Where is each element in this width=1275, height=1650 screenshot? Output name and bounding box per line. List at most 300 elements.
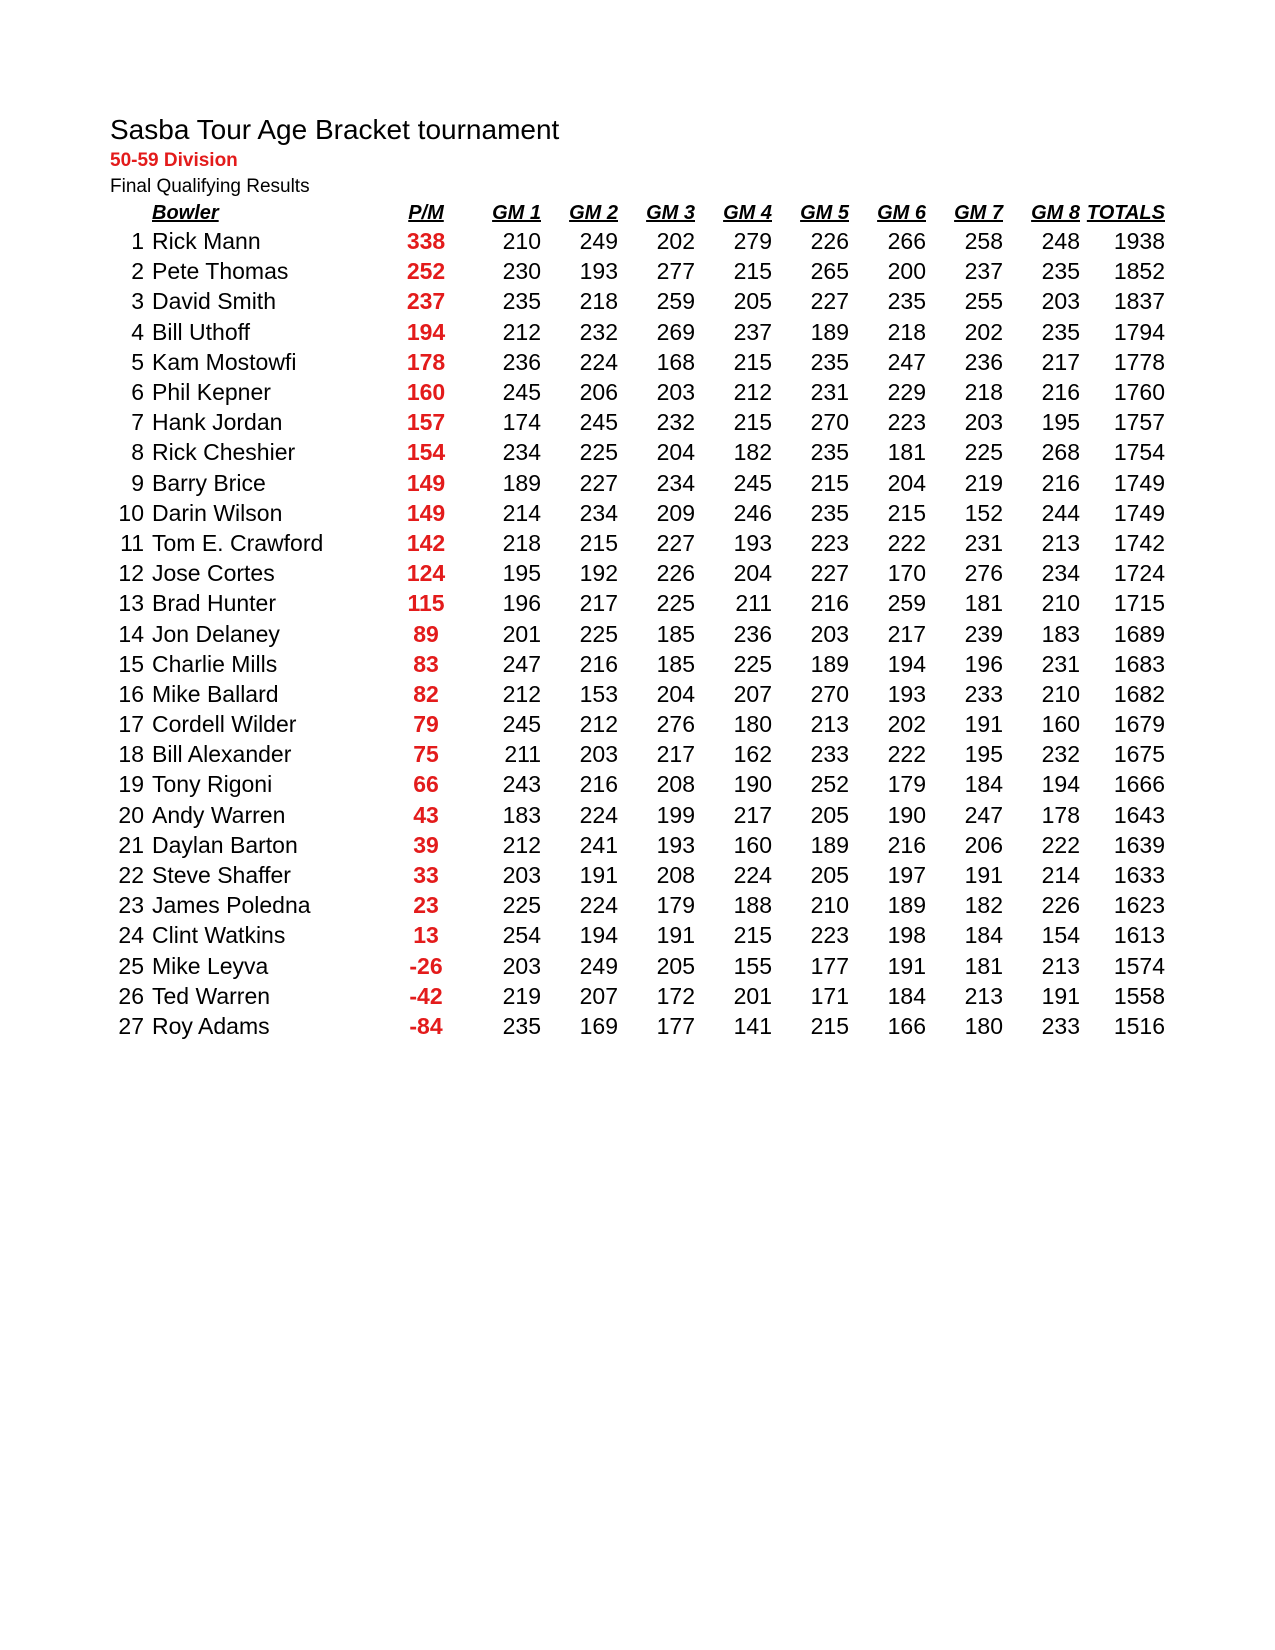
plus-minus-cell: 237: [406, 288, 446, 315]
rank-cell: 14: [118, 620, 144, 647]
plus-minus-cell: 89: [413, 620, 439, 647]
column-header: GM 4: [723, 202, 772, 224]
game-score-cell: 194: [887, 650, 926, 677]
plus-minus-cell: 160: [406, 379, 446, 406]
game-score-cell: 216: [1041, 469, 1080, 496]
game-score-cell: 259: [887, 590, 926, 617]
game-score-cell: 202: [887, 711, 926, 738]
table-row: [112, 890, 1165, 920]
rank-cell: 16: [118, 680, 144, 707]
game-score-cell: 212: [502, 831, 541, 858]
plus-minus-cell: 154: [406, 439, 446, 466]
rank-cell: 21: [118, 831, 144, 858]
table-row: [112, 558, 1165, 588]
rank-cell: 18: [118, 741, 144, 768]
game-score-cell: 244: [1041, 499, 1080, 526]
game-score-cell: 179: [887, 771, 926, 798]
game-score-cell: 215: [579, 529, 618, 556]
bowler-name-cell: Pete Thomas: [152, 258, 289, 285]
table-row: [112, 709, 1165, 739]
game-score-cell: 243: [502, 771, 541, 798]
game-score-cell: 248: [1041, 228, 1080, 255]
game-score-cell: 208: [656, 771, 695, 798]
game-score-cell: 258: [964, 228, 1003, 255]
table-row: [112, 437, 1165, 467]
game-score-cell: 201: [502, 620, 541, 647]
table-row: [112, 317, 1165, 347]
game-score-cell: 171: [810, 982, 849, 1009]
game-score-cell: 191: [579, 862, 618, 889]
game-score-cell: 234: [579, 499, 618, 526]
game-score-cell: 235: [1041, 318, 1080, 345]
game-score-cell: 210: [1041, 590, 1080, 617]
column-header: GM 1: [492, 202, 541, 224]
game-score-cell: 195: [964, 741, 1003, 768]
game-score-cell: 169: [579, 1012, 618, 1039]
table-row: [112, 407, 1165, 437]
game-score-cell: 179: [656, 892, 695, 919]
game-score-cell: 279: [733, 228, 772, 255]
results-subtitle: Final Qualifying Results: [110, 176, 310, 197]
game-score-cell: 270: [810, 680, 849, 707]
game-score-cell: 219: [502, 982, 541, 1009]
game-score-cell: 191: [656, 922, 695, 949]
game-score-cell: 225: [656, 590, 695, 617]
total-cell: 1757: [1113, 409, 1165, 436]
game-score-cell: 236: [733, 620, 772, 647]
total-cell: 1715: [1113, 590, 1165, 617]
game-score-cell: 235: [502, 288, 541, 315]
table-row: [112, 377, 1165, 407]
total-cell: 1837: [1113, 288, 1165, 315]
total-cell: 1852: [1113, 258, 1165, 285]
game-score-cell: 212: [579, 711, 618, 738]
bowler-name-cell: Barry Brice: [152, 469, 266, 496]
game-score-cell: 160: [733, 831, 772, 858]
game-score-cell: 217: [733, 801, 772, 828]
game-score-cell: 210: [1041, 680, 1080, 707]
plus-minus-cell: -84: [409, 1012, 443, 1039]
column-header: GM 8: [1031, 202, 1080, 224]
column-header: TOTALS: [1086, 202, 1165, 224]
rank-cell: 20: [118, 801, 144, 828]
rank-cell: 5: [131, 348, 144, 375]
game-score-cell: 203: [656, 379, 695, 406]
game-score-cell: 224: [579, 348, 618, 375]
game-score-cell: 207: [733, 680, 772, 707]
bowler-name-cell: Jose Cortes: [152, 560, 275, 587]
table-row: [112, 920, 1165, 950]
bowler-name-cell: Darin Wilson: [152, 499, 283, 526]
game-score-cell: 160: [1041, 711, 1080, 738]
game-score-cell: 180: [733, 711, 772, 738]
bowler-name-cell: Rick Cheshier: [152, 439, 296, 466]
rank-cell: 7: [131, 409, 144, 436]
game-score-cell: 191: [887, 952, 926, 979]
bowler-name-cell: Mike Leyva: [152, 952, 269, 979]
total-cell: 1682: [1113, 680, 1165, 707]
game-score-cell: 215: [733, 922, 772, 949]
game-score-cell: 208: [656, 862, 695, 889]
game-score-cell: 182: [733, 439, 772, 466]
column-header: P/M: [408, 202, 444, 224]
bowler-name-cell: Tom E. Crawford: [152, 529, 324, 556]
results-table: [112, 200, 1165, 1041]
game-score-cell: 245: [502, 379, 541, 406]
game-score-cell: 178: [1041, 801, 1080, 828]
game-score-cell: 235: [887, 288, 926, 315]
game-score-cell: 211: [735, 590, 772, 617]
game-score-cell: 225: [502, 892, 541, 919]
total-cell: 1724: [1113, 560, 1165, 587]
game-score-cell: 216: [887, 831, 926, 858]
game-score-cell: 189: [887, 892, 926, 919]
table-row: [112, 649, 1165, 679]
game-score-cell: 231: [1041, 650, 1080, 677]
game-score-cell: 153: [579, 680, 618, 707]
game-score-cell: 206: [579, 379, 618, 406]
total-cell: 1643: [1113, 801, 1165, 828]
rank-cell: 23: [118, 892, 144, 919]
game-score-cell: 205: [810, 862, 849, 889]
total-cell: 1760: [1113, 379, 1165, 406]
game-score-cell: 202: [656, 228, 695, 255]
rank-cell: 3: [131, 288, 144, 315]
rank-cell: 13: [118, 590, 144, 617]
game-score-cell: 190: [887, 801, 926, 828]
game-score-cell: 226: [1041, 892, 1080, 919]
game-score-cell: 225: [733, 650, 772, 677]
game-score-cell: 218: [887, 318, 926, 345]
plus-minus-cell: 252: [406, 258, 446, 285]
game-score-cell: 162: [733, 741, 772, 768]
plus-minus-cell: 194: [406, 318, 446, 345]
game-score-cell: 218: [964, 379, 1003, 406]
plus-minus-cell: 115: [407, 590, 445, 617]
bowler-name-cell: Steve Shaffer: [152, 862, 291, 889]
game-score-cell: 189: [810, 650, 849, 677]
game-score-cell: 223: [810, 922, 849, 949]
game-score-cell: 177: [656, 1012, 695, 1039]
game-score-cell: 245: [502, 711, 541, 738]
game-score-cell: 222: [1041, 831, 1080, 858]
bowler-name-cell: Mike Ballard: [152, 680, 279, 707]
table-header-row: [112, 200, 1165, 226]
game-score-cell: 227: [810, 560, 849, 587]
rank-cell: 8: [131, 439, 144, 466]
column-header: Bowler: [152, 202, 219, 224]
game-score-cell: 203: [964, 409, 1003, 436]
game-score-cell: 255: [964, 288, 1003, 315]
plus-minus-cell: 33: [413, 862, 439, 889]
plus-minus-cell: 178: [406, 348, 446, 375]
total-cell: 1633: [1113, 862, 1165, 889]
game-score-cell: 234: [1041, 560, 1080, 587]
results-body: [112, 226, 1165, 1041]
game-score-cell: 226: [810, 228, 849, 255]
game-score-cell: 225: [964, 439, 1003, 466]
game-score-cell: 215: [733, 258, 772, 285]
game-score-cell: 233: [964, 680, 1003, 707]
game-score-cell: 184: [964, 771, 1003, 798]
total-cell: 1749: [1113, 499, 1165, 526]
total-cell: 1639: [1113, 831, 1165, 858]
table-row: [112, 981, 1165, 1011]
game-score-cell: 216: [1041, 379, 1080, 406]
game-score-cell: 259: [656, 288, 695, 315]
game-score-cell: 210: [502, 228, 541, 255]
game-score-cell: 215: [887, 499, 926, 526]
plus-minus-cell: 124: [406, 560, 446, 587]
game-score-cell: 201: [733, 982, 772, 1009]
game-score-cell: 190: [733, 771, 772, 798]
total-cell: 1749: [1113, 469, 1165, 496]
bowler-name-cell: Kam Mostowfi: [152, 348, 297, 375]
game-score-cell: 265: [810, 258, 849, 285]
game-score-cell: 212: [502, 318, 541, 345]
game-score-cell: 227: [579, 469, 618, 496]
game-score-cell: 181: [887, 439, 926, 466]
table-row: [112, 256, 1165, 286]
bowler-name-cell: Charlie Mills: [152, 650, 278, 677]
plus-minus-cell: 23: [413, 892, 439, 919]
bowler-name-cell: Phil Kepner: [152, 379, 271, 406]
bowler-name-cell: Roy Adams: [152, 1012, 270, 1039]
rank-cell: 12: [118, 560, 144, 587]
game-score-cell: 232: [656, 409, 695, 436]
total-cell: 1574: [1113, 952, 1165, 979]
game-score-cell: 249: [579, 228, 618, 255]
total-cell: 1666: [1113, 771, 1165, 798]
table-row: [112, 769, 1165, 799]
game-score-cell: 229: [887, 379, 926, 406]
game-score-cell: 205: [733, 288, 772, 315]
total-cell: 1516: [1113, 1012, 1165, 1039]
table-row: [112, 286, 1165, 316]
game-score-cell: 224: [579, 892, 618, 919]
game-score-cell: 212: [733, 379, 772, 406]
game-score-cell: 192: [579, 560, 618, 587]
game-score-cell: 249: [579, 952, 618, 979]
rank-cell: 9: [131, 469, 144, 496]
game-score-cell: 239: [964, 620, 1003, 647]
bowler-name-cell: Tony Rigoni: [152, 771, 273, 798]
game-score-cell: 215: [733, 409, 772, 436]
game-score-cell: 235: [502, 1012, 541, 1039]
game-score-cell: 245: [733, 469, 772, 496]
game-score-cell: 181: [964, 590, 1003, 617]
game-score-cell: 216: [579, 771, 618, 798]
plus-minus-cell: 157: [406, 409, 446, 436]
rank-cell: 26: [118, 982, 144, 1009]
total-cell: 1683: [1113, 650, 1165, 677]
game-score-cell: 225: [579, 620, 618, 647]
game-score-cell: 234: [656, 469, 695, 496]
game-score-cell: 245: [579, 409, 618, 436]
rank-cell: 6: [131, 379, 144, 406]
rank-cell: 24: [118, 922, 144, 949]
game-score-cell: 191: [1041, 982, 1080, 1009]
plus-minus-cell: 43: [413, 801, 439, 828]
rank-cell: 11: [120, 529, 144, 556]
bowler-name-cell: Cordell Wilder: [152, 711, 297, 738]
rank-cell: 1: [131, 228, 144, 255]
plus-minus-cell: 13: [413, 922, 439, 949]
game-score-cell: 180: [964, 1012, 1003, 1039]
game-score-cell: 193: [579, 258, 618, 285]
game-score-cell: 233: [1041, 1012, 1080, 1039]
table-row: [112, 860, 1165, 890]
game-score-cell: 216: [579, 650, 618, 677]
plus-minus-cell: -26: [409, 952, 443, 979]
game-score-cell: 214: [502, 499, 541, 526]
bowler-name-cell: Andy Warren: [152, 801, 286, 828]
column-header: GM 3: [646, 202, 695, 224]
game-score-cell: 232: [1041, 741, 1080, 768]
plus-minus-cell: -42: [409, 982, 443, 1009]
game-score-cell: 246: [733, 499, 772, 526]
game-score-cell: 210: [810, 892, 849, 919]
game-score-cell: 215: [733, 348, 772, 375]
game-score-cell: 241: [579, 831, 618, 858]
game-score-cell: 194: [1041, 771, 1080, 798]
rank-header: [112, 200, 144, 226]
game-score-cell: 237: [733, 318, 772, 345]
game-score-cell: 170: [887, 560, 926, 587]
plus-minus-cell: 79: [413, 711, 439, 738]
game-score-cell: 217: [579, 590, 618, 617]
game-score-cell: 204: [887, 469, 926, 496]
rank-cell: 22: [118, 862, 144, 889]
game-score-cell: 205: [810, 801, 849, 828]
game-score-cell: 196: [964, 650, 1003, 677]
total-cell: 1679: [1113, 711, 1165, 738]
game-score-cell: 185: [656, 620, 695, 647]
game-score-cell: 237: [964, 258, 1003, 285]
game-score-cell: 182: [964, 892, 1003, 919]
total-cell: 1778: [1113, 348, 1165, 375]
game-score-cell: 206: [964, 831, 1003, 858]
game-score-cell: 211: [504, 741, 541, 768]
game-score-cell: 222: [887, 529, 926, 556]
total-cell: 1675: [1113, 741, 1165, 768]
game-score-cell: 213: [1041, 529, 1080, 556]
game-score-cell: 231: [964, 529, 1003, 556]
game-score-cell: 183: [1041, 620, 1080, 647]
game-score-cell: 217: [887, 620, 926, 647]
bowler-name-cell: James Poledna: [152, 892, 311, 919]
total-cell: 1558: [1113, 982, 1165, 1009]
game-score-cell: 204: [656, 439, 695, 466]
rank-cell: 27: [118, 1012, 144, 1039]
table-row: [112, 1011, 1165, 1041]
game-score-cell: 188: [733, 892, 772, 919]
game-score-cell: 269: [656, 318, 695, 345]
game-score-cell: 226: [656, 560, 695, 587]
game-score-cell: 204: [733, 560, 772, 587]
game-score-cell: 203: [502, 952, 541, 979]
game-score-cell: 189: [810, 318, 849, 345]
game-score-cell: 213: [964, 982, 1003, 1009]
game-score-cell: 212: [502, 680, 541, 707]
plus-minus-cell: 66: [413, 771, 439, 798]
total-cell: 1742: [1113, 529, 1165, 556]
table-row: [112, 347, 1165, 377]
game-score-cell: 205: [656, 952, 695, 979]
game-score-cell: 276: [656, 711, 695, 738]
game-score-cell: 247: [964, 801, 1003, 828]
game-score-cell: 236: [964, 348, 1003, 375]
total-cell: 1623: [1113, 892, 1165, 919]
plus-minus-cell: 83: [413, 650, 439, 677]
bowler-name-cell: Jon Delaney: [152, 620, 280, 647]
column-header: GM 2: [569, 202, 618, 224]
rank-cell: 2: [131, 258, 144, 285]
game-score-cell: 230: [502, 258, 541, 285]
game-score-cell: 247: [887, 348, 926, 375]
game-score-cell: 191: [964, 711, 1003, 738]
game-score-cell: 215: [810, 469, 849, 496]
game-score-cell: 224: [733, 862, 772, 889]
total-cell: 1938: [1113, 228, 1165, 255]
game-score-cell: 196: [502, 590, 541, 617]
game-score-cell: 213: [810, 711, 849, 738]
game-score-cell: 218: [502, 529, 541, 556]
game-score-cell: 203: [502, 862, 541, 889]
game-score-cell: 184: [964, 922, 1003, 949]
game-score-cell: 219: [964, 469, 1003, 496]
rank-cell: 10: [118, 499, 144, 526]
game-score-cell: 235: [810, 348, 849, 375]
total-cell: 1689: [1113, 620, 1165, 647]
game-score-cell: 189: [502, 469, 541, 496]
column-header: GM 6: [877, 202, 926, 224]
game-score-cell: 184: [887, 982, 926, 1009]
table-row: [112, 739, 1165, 769]
game-score-cell: 193: [887, 680, 926, 707]
game-score-cell: 231: [810, 379, 849, 406]
game-score-cell: 218: [579, 288, 618, 315]
game-score-cell: 177: [810, 952, 849, 979]
table-row: [112, 226, 1165, 256]
game-score-cell: 235: [1041, 258, 1080, 285]
game-score-cell: 232: [579, 318, 618, 345]
game-score-cell: 227: [656, 529, 695, 556]
plus-minus-cell: 82: [413, 680, 439, 707]
column-header: GM 7: [954, 202, 1003, 224]
game-score-cell: 185: [656, 650, 695, 677]
game-score-cell: 270: [810, 409, 849, 436]
game-score-cell: 222: [887, 741, 926, 768]
game-score-cell: 194: [579, 922, 618, 949]
game-score-cell: 277: [656, 258, 695, 285]
game-score-cell: 197: [887, 862, 926, 889]
game-score-cell: 234: [502, 439, 541, 466]
game-score-cell: 209: [656, 499, 695, 526]
game-score-cell: 233: [810, 741, 849, 768]
game-score-cell: 189: [810, 831, 849, 858]
game-score-cell: 247: [502, 650, 541, 677]
bowler-name-cell: Bill Alexander: [152, 741, 292, 768]
table-row: [112, 800, 1165, 830]
game-score-cell: 154: [1041, 922, 1080, 949]
table-row: [112, 830, 1165, 860]
game-score-cell: 276: [964, 560, 1003, 587]
game-score-cell: 166: [887, 1012, 926, 1039]
bowler-name-cell: Rick Mann: [152, 228, 261, 255]
game-score-cell: 254: [502, 922, 541, 949]
game-score-cell: 227: [810, 288, 849, 315]
